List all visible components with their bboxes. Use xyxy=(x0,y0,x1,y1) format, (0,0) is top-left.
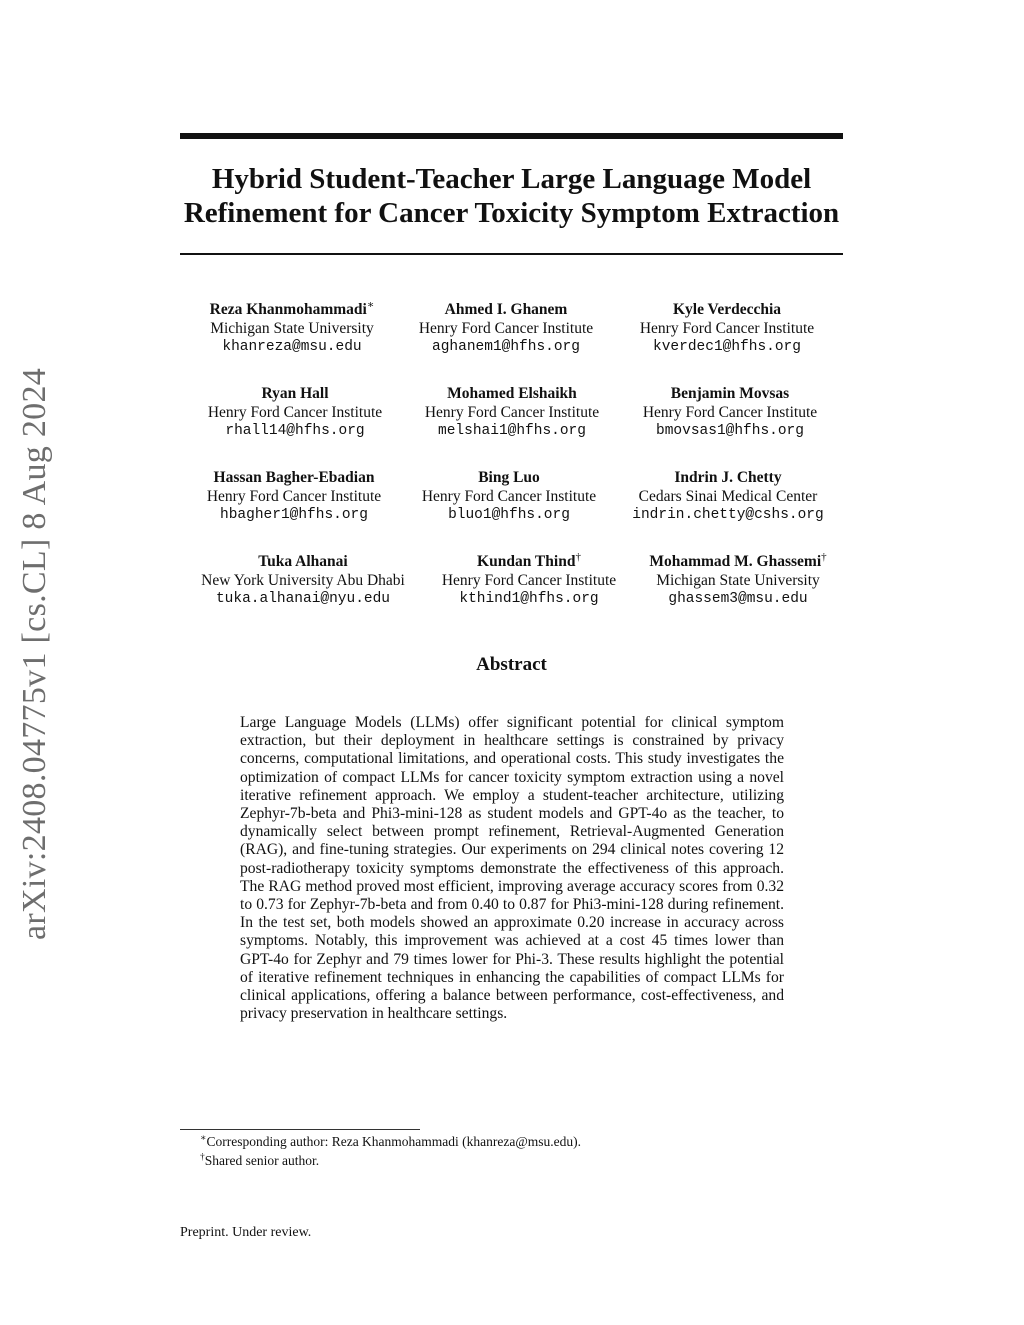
author-name: Mohamed Elshaikh xyxy=(447,385,577,402)
author-block xyxy=(183,553,423,609)
author-block xyxy=(174,469,414,525)
author-block xyxy=(607,301,847,357)
footnote-rule xyxy=(180,1129,420,1130)
author-affiliation: Michigan State University xyxy=(656,571,820,589)
author-email: kverdec1@hfhs.org xyxy=(653,339,801,355)
author-affiliation: Henry Ford Cancer Institute xyxy=(418,319,594,337)
title-top-rule xyxy=(180,133,843,139)
author-block xyxy=(618,550,858,609)
author-email: kthind1@hfhs.org xyxy=(459,591,599,607)
author-block xyxy=(392,385,632,441)
footnote-shared-senior-author: †Shared senior author. xyxy=(200,1152,320,1168)
author-email: indrin.chetty@cshs.org xyxy=(632,507,824,523)
author-email: tuka.alhanai@nyu.edu xyxy=(215,591,391,607)
footnote-mark: † xyxy=(200,1152,205,1163)
author-block xyxy=(409,550,649,609)
footnote-corresponding-author: ∗Corresponding author: Reza Khanmohammadi (khanreza@msu.edu). xyxy=(200,1133,582,1149)
author-name: Mohammad M. Ghassemi† xyxy=(649,550,827,570)
author-email: hbagher1@hfhs.org xyxy=(220,507,368,523)
author-name: Indrin J. Chetty xyxy=(674,469,782,486)
author-name: Kyle Verdecchia xyxy=(672,301,782,318)
author-name: Ahmed I. Ghanem xyxy=(444,301,568,318)
author-email: bmovsas1@hfhs.org xyxy=(656,423,804,439)
preprint-notice: Preprint. Under review. xyxy=(180,1225,312,1240)
author-footnote-mark: † xyxy=(575,550,581,563)
author-block xyxy=(608,469,848,525)
author-email: bluo1@hfhs.org xyxy=(448,507,570,523)
arxiv-identifier-stamp: arXiv:2408.04775v1 [cs.CL] 8 Aug 2024 xyxy=(16,367,53,940)
author-block xyxy=(386,301,626,357)
author-footnote-mark: † xyxy=(821,550,827,563)
author-affiliation: Henry Ford Cancer Institute xyxy=(642,403,818,421)
author-footnote-mark: ∗ xyxy=(366,298,375,311)
paper-title-line-2: Refinement for Cancer Toxicity Symptom Extraction xyxy=(183,197,840,229)
author-email: rhall14@hfhs.org xyxy=(225,423,365,439)
author-block xyxy=(389,469,629,525)
author-block xyxy=(610,385,850,441)
author-affiliation: Cedars Sinai Medical Center xyxy=(638,487,818,505)
author-name: Ryan Hall xyxy=(261,385,329,402)
author-affiliation: Henry Ford Cancer Institute xyxy=(207,403,383,421)
author-affiliation: Henry Ford Cancer Institute xyxy=(421,487,597,505)
author-name: Reza Khanmohammadi∗ xyxy=(209,298,375,318)
author-name: Hassan Bagher-Ebadian xyxy=(213,469,375,486)
author-affiliation: Michigan State University xyxy=(210,319,374,337)
paper-title xyxy=(180,162,843,230)
abstract-heading: Abstract xyxy=(476,654,547,675)
title-bottom-rule xyxy=(180,253,843,255)
author-email: melshai1@hfhs.org xyxy=(438,423,586,439)
author-affiliation: New York University Abu Dhabi xyxy=(201,571,405,589)
author-email: aghanem1@hfhs.org xyxy=(432,339,580,355)
author-affiliation: Henry Ford Cancer Institute xyxy=(424,403,600,421)
author-affiliation: Henry Ford Cancer Institute xyxy=(441,571,617,589)
footnote-mark: ∗ xyxy=(200,1133,207,1144)
author-email: khanreza@msu.edu xyxy=(222,339,362,355)
paper-title-line-1: Hybrid Student-Teacher Large Language Model xyxy=(211,163,812,195)
author-name: Tuka Alhanai xyxy=(258,553,348,570)
author-email: ghassem3@msu.edu xyxy=(668,591,808,607)
author-name: Benjamin Movsas xyxy=(670,385,790,402)
abstract-body: Large Language Models (LLMs) offer significant potential for clinical symptom extraction, but their deployment in healthcare settings is constrained by privacy concerns, computational limitations, and operational costs. This study investigates the optimization of compact LLMs for cancer toxicity symptom extraction using a novel iterative refinement approach. We employ a student-teacher architecture, utilizing Zephyr-7b-beta and Phi3-mini-128 as student models and GPT-4o as the teacher, to dynamically select between prompt refinement, Retrieval-Augmented Generation (RAG), and fine-tuning strategies. Our experiments on 294 clinical notes covering 12 post-radiotherapy toxicity symptoms demonstrate the effectiveness of this approach. The RAG method proved most efficient, improving average accuracy scores from 0.32 to 0.73 for Zephyr-7b-beta and from 0.40 to 0.87 for Phi3-mini-128 during refinement. In the test set, both models showed an approximate 0.20 increase in accuracy across symptoms. Notably, this improvement was achieved at a cost 45 times lower than GPT-4o for Zephyr and 79 times lower for Phi-3. These results highlight the potential of iterative refinement techniques in enhancing the capabilities of compact LLMs for clinical applications, offering a balance between performance, cost-effectiveness, and privacy preservation in healthcare settings. xyxy=(240,714,784,1023)
author-affiliation: Henry Ford Cancer Institute xyxy=(639,319,815,337)
author-name: Kundan Thind† xyxy=(477,550,581,570)
author-name: Bing Luo xyxy=(478,469,540,486)
author-block xyxy=(172,298,412,357)
author-block xyxy=(175,385,415,441)
author-affiliation: Henry Ford Cancer Institute xyxy=(206,487,382,505)
